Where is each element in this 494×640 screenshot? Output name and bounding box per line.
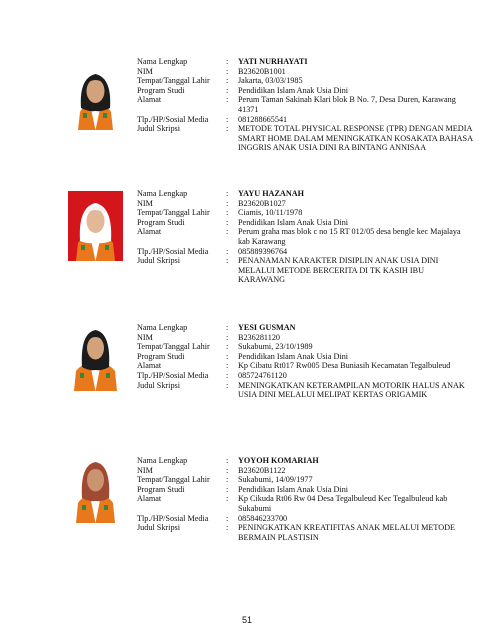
separator: : bbox=[226, 95, 229, 105]
portrait-image bbox=[68, 191, 123, 261]
value-nim: B23620B1027 bbox=[238, 198, 286, 208]
value-alamat: Kp Cibatu Rt017 Rw005 Desa Buniasih Kecamatan Tegalbuleud bbox=[238, 361, 451, 371]
value-alamat: Perum graha mas blok c no 15 RT 012/05 desa bengle kec Majalaya kab Karawang bbox=[238, 227, 461, 246]
label-judul: Judul Skripsi bbox=[137, 523, 180, 533]
separator: : bbox=[226, 380, 229, 390]
value-nama: YATI NURHAYATI bbox=[238, 57, 308, 66]
value-tlp: 085889396764 bbox=[238, 246, 288, 256]
value-tlp: 085846233700 bbox=[238, 513, 288, 523]
value-tlp: 085724761120 bbox=[238, 370, 287, 380]
value-judul: METODE TOTAL PHYSICAL RESPONSE (TPR) DENGAN MEDIA SMART HOME DALAM MENINGKATKAN KOSAKATA BAHASA INGGRIS ANAK USIA DINI RA BINTANG ANNISAA bbox=[238, 124, 473, 153]
separator: : bbox=[226, 246, 229, 256]
separator: : bbox=[226, 484, 229, 494]
label-tlp: Tlp./HP/Sosial Media bbox=[137, 246, 209, 256]
graduate-details bbox=[137, 456, 477, 542]
value-ttl: Sukabumi, 23/10/1989 bbox=[238, 342, 313, 352]
separator: : bbox=[226, 351, 229, 361]
value-ttl: Ciamis, 10/11/1978 bbox=[238, 208, 303, 218]
graduate-details bbox=[137, 323, 477, 400]
label-ttl: Tempat/Tanggal Lahir bbox=[137, 475, 210, 485]
value-ttl: Jakarta, 03/03/1985 bbox=[238, 76, 303, 86]
separator: : bbox=[226, 323, 229, 332]
value-prodi: Pendidikan Islam Anak Usia Dini bbox=[238, 217, 349, 227]
label-ttl: Tempat/Tanggal Lahir bbox=[137, 342, 210, 352]
value-prodi: Pendidikan Islam Anak Usia Dini bbox=[238, 351, 349, 361]
value-alamat: Perum Taman Sakinah Klari blok B No. 7, Desa Duren, Karawang 41371 bbox=[238, 95, 456, 114]
label-prodi: Program Studi bbox=[137, 351, 185, 361]
separator: : bbox=[226, 494, 229, 504]
graduate-photo bbox=[68, 191, 123, 261]
label-prodi: Program Studi bbox=[137, 85, 185, 95]
separator: : bbox=[226, 370, 229, 380]
value-alamat: Kp Cikuda Rt06 Rw 04 Desa Tegalbuleud Kec Tegalbuleud kab Sukabumi bbox=[238, 494, 448, 513]
value-ttl: Sukabumi, 14/09/1977 bbox=[238, 475, 313, 485]
separator: : bbox=[226, 66, 229, 76]
label-nama: Nama Lengkap bbox=[137, 189, 188, 198]
label-tlp: Tlp./HP/Sosial Media bbox=[137, 114, 209, 124]
value-judul: PENANAMAN KARAKTER DISIPLIN ANAK USIA DINI MELALUI METODE BERCERITA DI TK KASIH IBU KARAWANG bbox=[238, 256, 439, 285]
separator: : bbox=[226, 217, 229, 227]
value-judul: MENINGKATKAN KETERAMPILAN MOTORIK HALUS ANAK USIA DINI MELALUI MELIPAT KERTAS ORIGAMIK bbox=[238, 380, 465, 400]
separator: : bbox=[226, 114, 229, 124]
separator: : bbox=[226, 198, 229, 208]
separator: : bbox=[226, 342, 229, 352]
label-alamat: Alamat bbox=[137, 95, 162, 105]
graduate-details bbox=[137, 189, 477, 285]
separator: : bbox=[226, 332, 229, 342]
label-nama: Nama Lengkap bbox=[137, 323, 188, 332]
graduate-details bbox=[137, 57, 477, 153]
value-nim: B236281120 bbox=[238, 332, 281, 342]
label-judul: Judul Skripsi bbox=[137, 380, 180, 390]
value-nama: YAYU HAZANAH bbox=[238, 189, 305, 198]
separator: : bbox=[226, 513, 229, 523]
page-number: 51 bbox=[241, 615, 252, 625]
separator: : bbox=[226, 523, 229, 533]
separator: : bbox=[226, 57, 229, 66]
label-alamat: Alamat bbox=[137, 361, 162, 371]
graduate-photo bbox=[68, 321, 123, 391]
value-nama: YESI GUSMAN bbox=[238, 323, 296, 332]
label-nama: Nama Lengkap bbox=[137, 57, 188, 66]
label-nim: NIM bbox=[137, 66, 153, 76]
label-nim: NIM bbox=[137, 332, 153, 342]
label-ttl: Tempat/Tanggal Lahir bbox=[137, 76, 210, 86]
label-tlp: Tlp./HP/Sosial Media bbox=[137, 513, 209, 523]
separator: : bbox=[226, 361, 229, 371]
value-tlp: 081288665541 bbox=[238, 114, 288, 124]
value-judul: PENINGKATKAN KREATIFITAS ANAK MELALUI METODE BERMAIN PLASTISIN bbox=[238, 523, 456, 542]
separator: : bbox=[226, 85, 229, 95]
label-nama: Nama Lengkap bbox=[137, 456, 188, 465]
portrait-image bbox=[68, 453, 123, 523]
label-nim: NIM bbox=[137, 465, 153, 475]
value-prodi: Pendidikan Islam Anak Usia Dini bbox=[238, 484, 349, 494]
graduate-photo bbox=[68, 60, 123, 130]
separator: : bbox=[226, 124, 229, 134]
value-nim: B23620B1122 bbox=[238, 465, 286, 475]
portrait-image bbox=[68, 321, 123, 391]
separator: : bbox=[226, 256, 229, 266]
value-nama: YOYOH KOMARIAH bbox=[238, 456, 319, 465]
value-nim: B23620B1001 bbox=[238, 66, 286, 76]
separator: : bbox=[226, 189, 229, 198]
label-ttl: Tempat/Tanggal Lahir bbox=[137, 208, 210, 218]
separator: : bbox=[226, 227, 229, 237]
separator: : bbox=[226, 465, 229, 475]
graduate-photo bbox=[68, 453, 123, 523]
label-tlp: Tlp./HP/Sosial Media bbox=[137, 370, 209, 380]
separator: : bbox=[226, 475, 229, 485]
label-alamat: Alamat bbox=[137, 494, 162, 504]
label-judul: Judul Skripsi bbox=[137, 256, 180, 266]
separator: : bbox=[226, 76, 229, 86]
label-prodi: Program Studi bbox=[137, 484, 185, 494]
label-prodi: Program Studi bbox=[137, 217, 185, 227]
value-prodi: Pendidikan Islam Anak Usia Dini bbox=[238, 85, 349, 95]
separator: : bbox=[226, 456, 229, 465]
separator: : bbox=[226, 208, 229, 218]
portrait-image bbox=[68, 60, 123, 130]
label-alamat: Alamat bbox=[137, 227, 162, 237]
label-nim: NIM bbox=[137, 198, 153, 208]
label-judul: Judul Skripsi bbox=[137, 124, 180, 134]
